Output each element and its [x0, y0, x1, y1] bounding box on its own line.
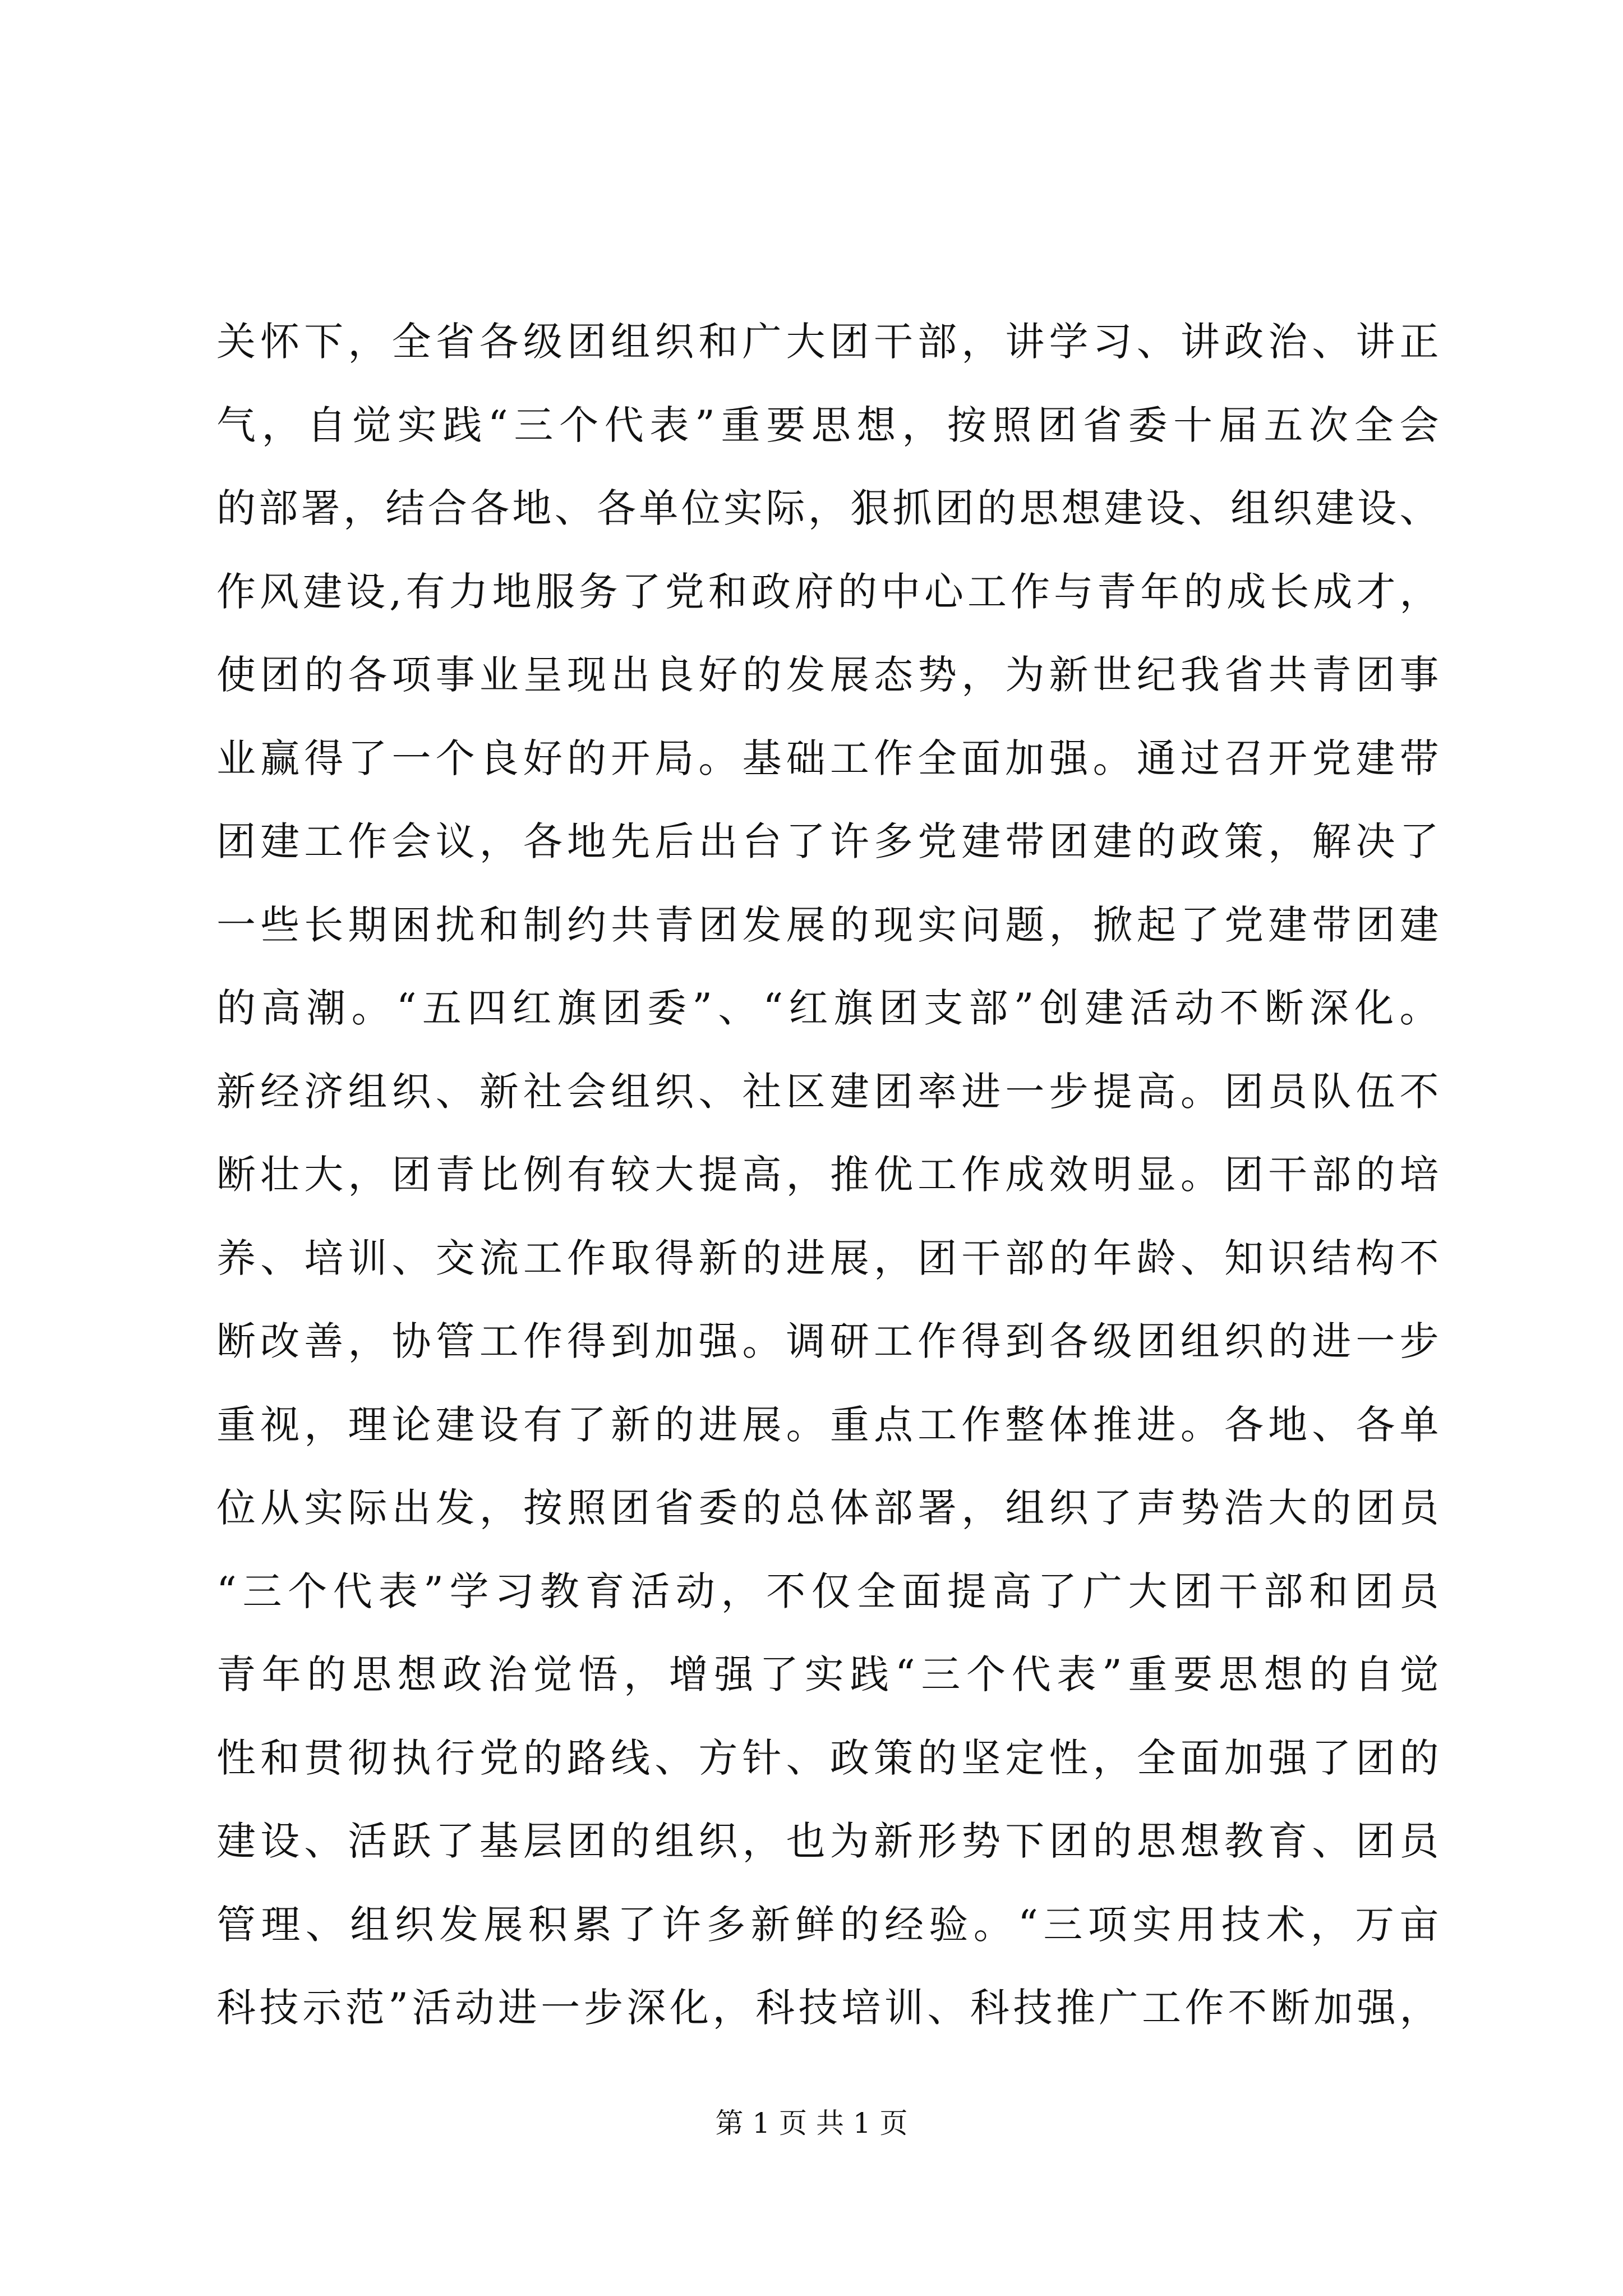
- text-line: 断壮大，团青比例有较大提高，推优工作成效明显。团干部的培: [216, 1152, 1439, 1198]
- text-line: 科技示范”活动进一步深化，科技培训、科技推广工作不断加强，: [216, 1985, 1439, 2031]
- text-line: “三个代表”学习教育活动，不仅全面提高了广大团干部和团员: [216, 1568, 1439, 1614]
- text-line: 性和贯彻执行党的路线、方针、政策的坚定性，全面加强了团的: [216, 1734, 1439, 1781]
- text-line: 作风建设,有力地服务了党和政府的中心工作与青年的成长成才，: [216, 568, 1439, 615]
- text-line: 位从实际出发，按照团省委的总体部署，组织了声势浩大的团员: [216, 1485, 1439, 1531]
- text-line: 使团的各项事业呈现出良好的发展态势，为新世纪我省共青团事: [216, 652, 1439, 698]
- text-line: 的高潮。“五四红旗团委”、“红旗团支部”创建活动不断深化。: [216, 985, 1439, 1031]
- text-line: 团建工作会议，各地先后出台了许多党建带团建的政策，解决了: [216, 818, 1439, 864]
- body-paragraph: [216, 300, 1439, 2050]
- text-line: 一些长期困扰和制约共青团发展的现实问题，掀起了党建带团建: [216, 901, 1439, 948]
- text-line: 建设、活跃了基层团的组织，也为新形势下团的思想教育、团员: [216, 1818, 1439, 1864]
- text-line: 养、培训、交流工作取得新的进展，团干部的年龄、知识结构不: [216, 1235, 1439, 1281]
- text-line: 关怀下，全省各级团组织和广大团干部，讲学习、讲政治、讲正: [216, 319, 1439, 365]
- text-line: 重视，理论建设有了新的进展。重点工作整体推进。各地、各单: [216, 1401, 1439, 1448]
- text-line: 气，自觉实践“三个代表”重要思想，按照团省委十届五次全会: [216, 402, 1439, 448]
- text-line: 青年的思想政治觉悟，增强了实践“三个代表”重要思想的自觉: [216, 1651, 1439, 1697]
- text-line: 的部署，结合各地、各单位实际，狠抓团的思想建设、组织建设、: [216, 485, 1439, 531]
- text-line: 管理、组织发展积累了许多新鲜的经验。“三项实用技术，万亩: [216, 1901, 1439, 1948]
- text-line: 新经济组织、新社会组织、社区建团率进一步提高。团员队伍不: [216, 1068, 1439, 1115]
- text-line: 断改善，协管工作得到加强。调研工作得到各级团组织的进一步: [216, 1318, 1439, 1364]
- text-line: 业赢得了一个良好的开局。基础工作全面加强。通过召开党建带: [216, 735, 1439, 781]
- page-footer: 第 1 页 共 1 页: [715, 2107, 908, 2139]
